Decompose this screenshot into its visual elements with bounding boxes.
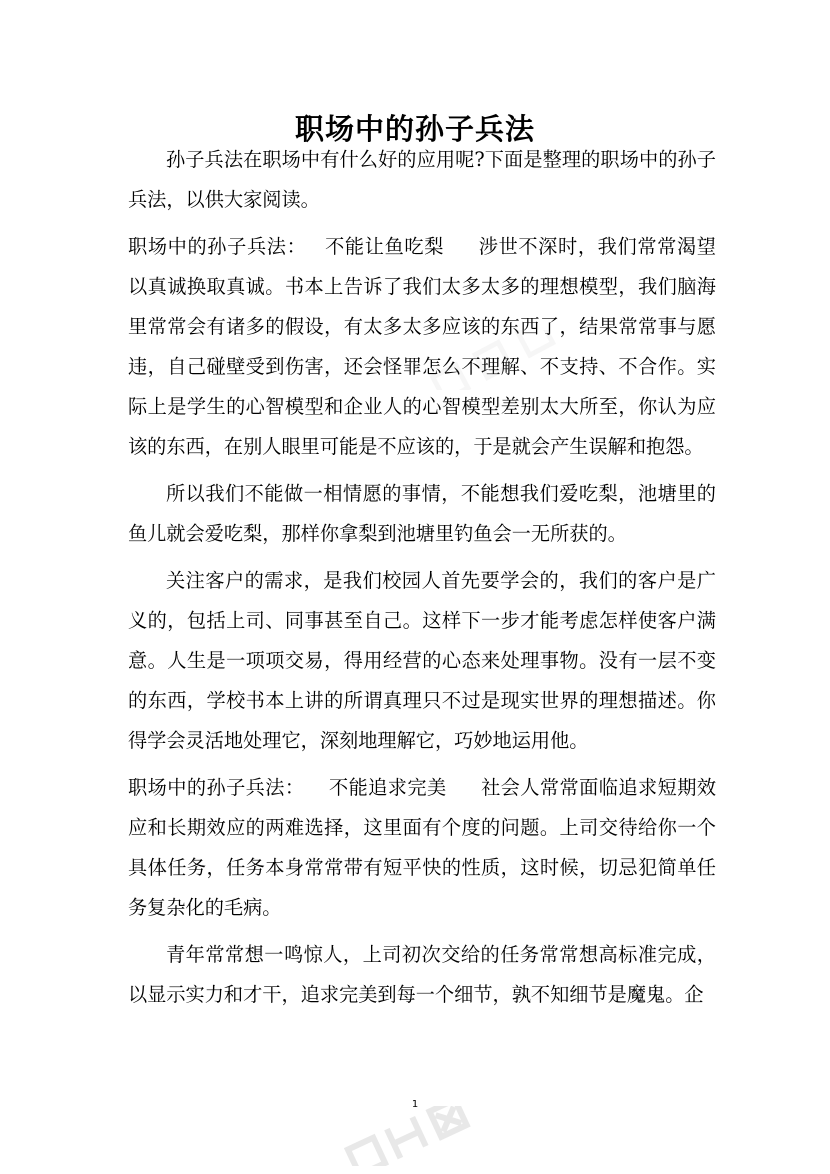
page-number: 1 <box>411 1099 419 1110</box>
document-body <box>128 140 716 1022</box>
watermark <box>330 1106 490 1166</box>
document-title: 职场中的孙子兵法 <box>294 112 535 147</box>
section2-paragraph-2: 青年常常想一鸣惊人，上司初次交给的任务常常想高标准完成，以显示实力和才干，追求完美到每一个细节，孰不知细节是魔鬼。企 <box>128 943 716 1006</box>
section2-heading: 不能追求完美 <box>328 776 447 799</box>
section1-paragraph-2: 所以我们不能做一相情愿的事情，不能想我们爱吃梨，池塘里的鱼儿就会爱吃梨，那样你拿梨到池塘里钓鱼会一无所获的。 <box>128 482 716 545</box>
section1-text: 涉世不深时，我们常常渴望以真诚换取真诚。书本上告诉了我们太多太多的理想模型，我们脑海里常常会有诸多的假设，有太多太多应该的东西了，结果常常事与愿违，自己碰壁受到伤害，还会怪罪怎么不理解、不支持、不合作。实际上是学生的心智模型和企业人的心智模型差别太大所至，你认为应该的东西，在别人眼里可能是不应该的，于是就会产生误解和抱怨。 <box>128 235 716 458</box>
intro-paragraph: 孙子兵法在职场中有什么好的应用呢?下面是整理的职场中的孙子兵法，以供大家阅读。 <box>128 148 716 211</box>
section1-label: 职场中的孙子兵法： <box>128 235 307 258</box>
section2-label: 职场中的孙子兵法： <box>128 776 305 799</box>
section1-heading: 不能让鱼吃梨 <box>324 235 445 258</box>
section2-text: 社会人常常面临追求短期效应和长期效应的两难选择，这里面有个度的问题。上司交待给你一个具体任务，任务本身常常带有短平快的性质，这时候，切忌犯简单任务复杂化的毛病。 <box>128 776 717 919</box>
section2-paragraph <box>128 768 716 928</box>
section1-paragraph-3: 关注客户的需求，是我们校园人首先要学会的，我们的客户是广义的，包括上司、同事甚至自己。这样下一步才能考虑怎样使客户满意。人生是一项项交易，得用经营的心态来处理事物。没有一层不变的东西，学校书本上讲的所谓真理只不过是现实世界的理想描述。你得学会灵活地处理它，深刻地理解它，巧妙地运用他。 <box>128 569 716 752</box>
watermark-faint <box>420 330 570 390</box>
